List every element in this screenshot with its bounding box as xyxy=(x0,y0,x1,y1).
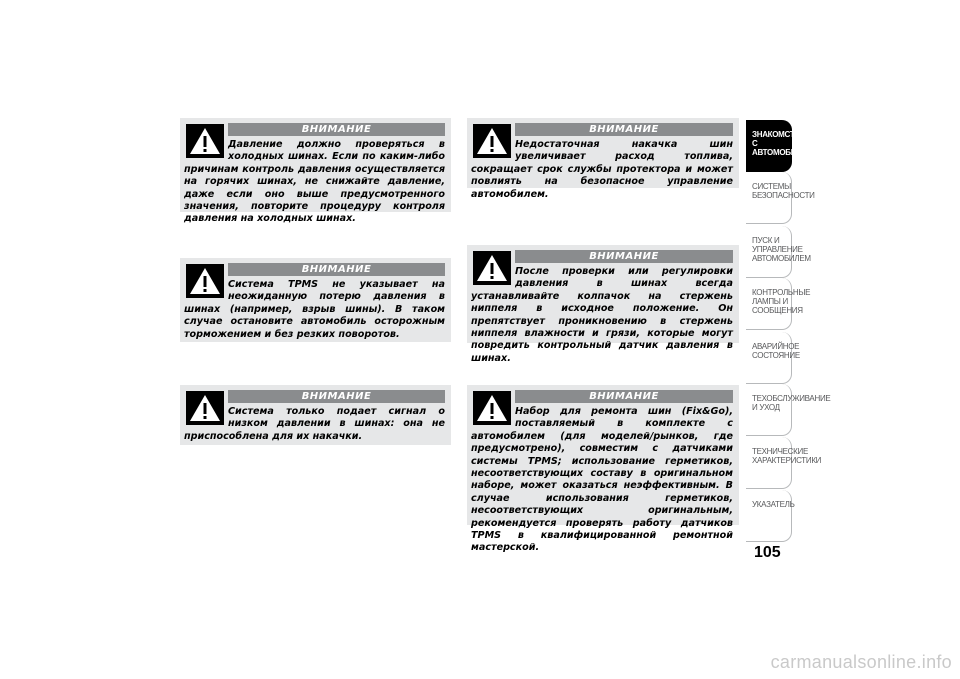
tab-starting-driving[interactable]: ПУСК И УПРАВЛЕНИЕ АВТОМОБИЛЕМ xyxy=(746,226,792,278)
warning-title: ВНИМАНИЕ xyxy=(515,250,733,263)
warning-triangle-icon xyxy=(473,124,511,158)
tab-technical-specs[interactable]: ТЕХНИЧЕСКИЕ ХАРАКТЕРИСТИКИ xyxy=(746,437,792,489)
warning-text: Давление должно проверяться в холодных шинах. Если по каким-либо причинам контроль давления осуществляется на горячих шинах, не снижайте давление, даже если оно выше предусмотренного значения, повторите процедуру контроля давления на холодных шинах. xyxy=(184,139,445,225)
warning-title: ВНИМАНИЕ xyxy=(228,390,445,403)
tab-warning-lights[interactable]: КОНТРОЛЬНЫЕ ЛАМПЫ И СООБЩЕНИЯ xyxy=(746,278,792,330)
tab-emergency[interactable]: АВАРИЙНОЕ СОСТОЯНИЕ xyxy=(746,332,792,384)
warning-triangle-icon xyxy=(186,391,224,425)
tab-maintenance[interactable]: ТЕХОБСЛУЖИВАНИЕ И УХОД xyxy=(746,384,792,436)
warning-box-6 xyxy=(467,385,739,554)
tab-index[interactable]: УКАЗАТЕЛЬ xyxy=(746,490,792,542)
warning-title: ВНИМАНИЕ xyxy=(515,123,733,136)
warning-box-2 xyxy=(180,258,451,342)
warning-text: Набор для ремонта шин (Fix&Go), поставляемый в комплекте с автомобилем (для моделей/рынков, где предусмотрено), совместим с датчиками системы TPMS; использование герметиков, несоответствующих составу в оригинальном наборе, может оказаться неэффективным. В случае использования герметиков, несоответствующих оригинальным, рекомендуется проверять работу датчиков TPMS в квалифицированной ремонтной мастерской. xyxy=(471,406,733,554)
tab-getting-to-know[interactable]: ЗНАКОМСТВО С АВТОМОБИЛЕМ xyxy=(746,120,792,172)
warning-text: Система только подает сигнал о низком давлении в шинах: она не приспособлена для их накачки. xyxy=(184,406,445,442)
warning-box-4 xyxy=(467,118,739,200)
warning-text: Недостаточная накачка шин увеличивает расход топлива, сокращает срок службы протектора и может повлиять на безопасное управление автомобилем. xyxy=(471,139,733,200)
warning-triangle-icon xyxy=(473,251,511,285)
warning-triangle-icon xyxy=(186,264,224,298)
warning-box-5 xyxy=(467,245,739,364)
page-number: 105 xyxy=(754,544,781,561)
warning-box-1 xyxy=(180,118,451,225)
warning-title: ВНИМАНИЕ xyxy=(228,123,445,136)
warning-text: Система TPMS не указывает на неожиданную потерю давления в шинах (например, взрыв шины). В таком случае остановите автомобиль осторожным торможением и без резких поворотов. xyxy=(184,279,445,340)
warning-triangle-icon xyxy=(186,124,224,158)
warning-triangle-icon xyxy=(473,391,511,425)
warning-title: ВНИМАНИЕ xyxy=(228,263,445,276)
warning-box-3 xyxy=(180,385,451,445)
warning-title: ВНИМАНИЕ xyxy=(515,390,733,403)
tab-safety-systems[interactable]: СИСТЕМЫ БЕЗОПАСНОСТИ xyxy=(746,172,792,224)
watermark: carmanualsonline.info xyxy=(770,652,952,672)
warning-text: После проверки или регулировки давления в шинах всегда устанавливайте колпачок на стержень ниппеля в исходное положение. Он препятствует проникновению в стержень ниппеля влажности и грязи, которые могут повредить контрольный датчик давления в шинах. xyxy=(471,266,733,364)
